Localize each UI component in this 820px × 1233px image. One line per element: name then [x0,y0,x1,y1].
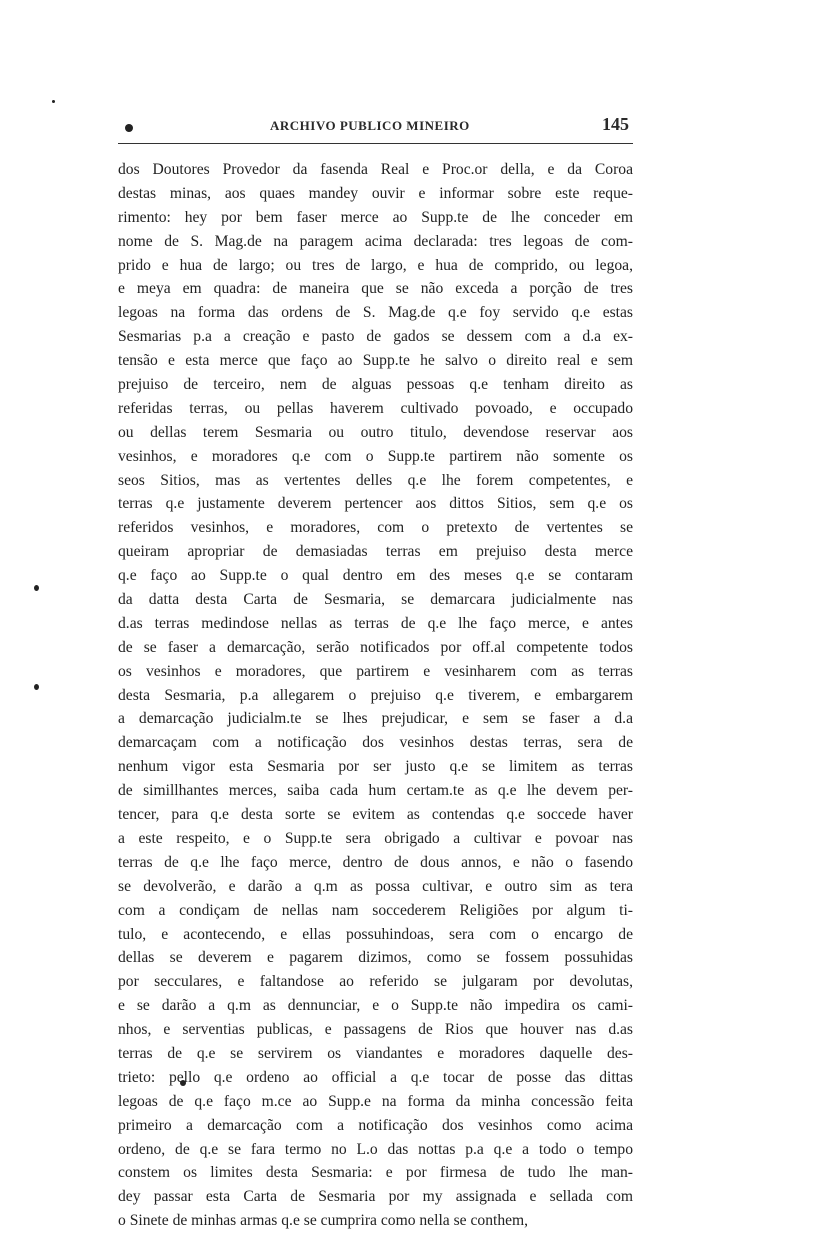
text-line: de se faser a demarcação, serão notificados por off.al competente todos [118,638,633,656]
text-line: d.as terras medindose nellas as terras de q.e lhe faço merce, e antes [118,614,633,632]
text-line: ou dellas terem Sesmaria ou outro titulo, devendose reservar aos [118,423,633,441]
text-line: e se darão a q.m as dennunciar, e o Supp.te não impedira os cami- [118,997,633,1015]
text-line: primeiro a demarcação com a notificação dos vesinhos como acima [118,1116,633,1134]
text-line: q.e faço ao Supp.te o qual dentro em des meses q.e se contaram [118,567,633,585]
text-line: e meya em quadra: de maneira que se não exceda a porção de tres [118,280,633,298]
text-line: nenhum vigor esta Sesmaria por ser justo q.e se limitem as terras [118,758,633,776]
text-line: constem os limites desta Sesmaria: e por firmesa de tudo lhe man- [118,1164,633,1182]
text-line: os vesinhos e moradores, que partirem e vesinharem com as terras [118,662,633,680]
text-line: dey passar esta Carta de Sesmaria por my assignada e sellada com [118,1188,633,1206]
scan-speck [52,100,55,103]
page-number: 145 [602,114,629,134]
text-line: ordeno, de q.e se fara termo no L.o das nottas p.a q.e a todo o tempo [118,1140,633,1158]
text-line: Sesmarias p.a a creação e pasto de gados se dessem com a d.a ex- [118,328,633,346]
header-title: ARCHIVO PUBLICO MINEIRO [270,118,470,133]
text-line: de simillhantes merces, saiba cada hum certam.te as q.e lhe devem per- [118,782,633,800]
text-line: seos Sitios, mas as vertentes delles q.e lhe forem competentes, e [118,471,633,489]
text-line: queiram apropriar de demasiadas terras em prejuiso desta merce [118,543,633,561]
text-line: dos Doutores Provedor da fasenda Real e Proc.or della, e da Coroa [118,161,633,178]
text-line: demarcaçam com a notificação dos vesinhos destas terras, sera de [118,734,633,752]
text-line: desta Sesmaria, p.a allegarem o prejuiso q.e tiverem, e embargarem [118,686,633,704]
text-line: dellas se deverem e pagarem dizimos, como se fossem possuhidas [118,949,633,967]
text-line: tulo, e acontecendo, e ellas possuhindoas, sera com o encargo de [118,925,633,943]
text-line: prejuiso de terceiro, nem de alguas pessoas q.e tenham direito as [118,376,633,394]
text-line: se devolverão, e darão a q.m as possa cultivar, e outro sim as tera [118,877,633,895]
text-line: tencer, para q.e desta sorte se evitem as contendas q.e soccede haver [118,806,633,824]
text-line: nhos, e serventias publicas, e passagens de Rios que houver nas d.as [118,1021,633,1039]
text-line: da datta desta Carta de Sesmaria, se demarcara judicialmente nas [118,591,633,609]
text-line: por secculares, e faltandose ao referido se julgaram por devolutas, [118,973,633,991]
text-line: a este respeito, e o Supp.te sera obrigado a cultivar e povoar nas [118,829,633,847]
scan-speck [34,585,39,591]
text-line: com a condiçam de nellas nam soccederem Religiões por algum ti- [118,901,633,919]
header-rule [118,143,633,144]
text-line: referidas terras, ou pellas haverem cultivado povoado, e occupado [118,399,633,417]
text-line: legoas de q.e faço m.ce ao Supp.e na forma da minha concessão feita [118,1092,633,1110]
scan-speck [34,684,39,690]
text-line: tensão e esta merce que faço ao Supp.te he salvo o direito real e sem [118,352,633,370]
text-line: legoas na forma das ordens de S. Mag.de q.e foy servido q.e estas [118,304,633,322]
text-line: terras de q.e lhe faço merce, dentro de dous annos, e não o fasendo [118,853,633,871]
text-line: terras de q.e se servirem os viandantes e moradores daquelle des- [118,1044,633,1062]
text-line: rimento: hey por bem faser merce ao Supp.te de lhe conceder em [118,208,633,226]
text-line: trieto: pello q.e ordeno ao official a q.e tocar de posse das dittas [118,1068,633,1086]
text-line: referidos vesinhos, e moradores, com o pretexto de vertentes se [118,519,633,537]
text-line: a demarcação judicialm.te se lhes prejudicar, e sem se faser a d.a [118,710,633,728]
text-line: nome de S. Mag.de na paragem acima declarada: tres legoas de com- [118,232,633,250]
text-line: vesinhos, e moradores q.e com o Supp.te partirem não somente os [118,447,633,465]
body-text [118,158,633,1233]
text-line: destas minas, aos quaes mandey ouvir e informar sobre este reque- [118,184,633,202]
text-line: o Sinete de minhas armas q.e se cumprira como nella se conthem, [118,1212,529,1230]
text-line: prido e hua de largo; ou tres de largo, e hua de comprido, ou legoa, [118,256,633,274]
running-header [118,112,633,142]
text-line: terras q.e justamente deverem pertencer aos dittos Sitios, sem q.e os [118,495,633,513]
